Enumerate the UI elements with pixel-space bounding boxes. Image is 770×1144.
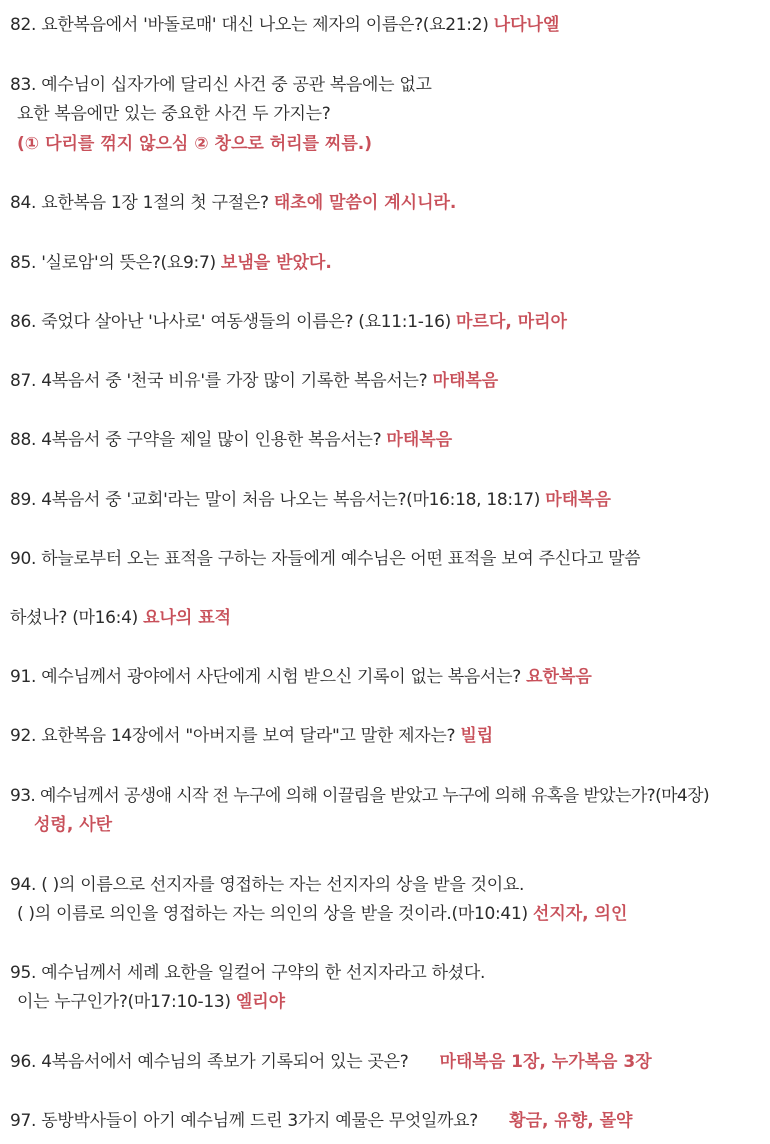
question-95-line1 xyxy=(10,961,485,985)
question-94-text-2: ( )의 이름로 의인을 영접하는 자는 의인의 상을 받을 것이라.(마10:41) xyxy=(17,904,528,924)
question-87 xyxy=(10,369,498,393)
question-84-answer: 태초에 말씀이 계시니라. xyxy=(273,193,457,213)
question-93-answer-line xyxy=(34,813,112,837)
question-83-line2 xyxy=(17,102,330,126)
question-95-text-2: 이는 누구인가?(마17:10-13) xyxy=(17,992,231,1012)
question-88-text: 88. 4복음서 중 구약을 제일 많이 인용한 복음서는? xyxy=(10,430,382,450)
question-92-answer: 빌립 xyxy=(460,726,494,746)
question-92-text: 92. 요한복음 14장에서 "아버지를 보여 달라"고 말한 제자는? xyxy=(10,726,456,746)
question-90-answer: 요나의 표적 xyxy=(143,608,232,628)
question-89-text: 89. 4복음서 중 '교회'라는 말이 처음 나오는 복음서는?(마16:18, 18:17) xyxy=(10,490,541,510)
question-89-answer: 마태복음 xyxy=(545,490,611,510)
question-93-answer: 성령, 사탄 xyxy=(34,815,113,835)
question-90-line2 xyxy=(10,606,231,630)
question-97-text: 97. 동방박사들이 아기 예수님께 드린 3가지 예물은 무엇일까요? xyxy=(10,1111,479,1131)
question-82-text: 82. 요한복음에서 '바돌로매' 대신 나오는 제자의 이름은?(요21:2) xyxy=(10,15,489,35)
question-85-answer: 보냄을 받았다. xyxy=(220,253,332,273)
question-92 xyxy=(10,724,493,748)
question-89 xyxy=(10,488,611,512)
question-96 xyxy=(10,1050,652,1074)
question-96-answer: 마태복음 1장, 누가복음 3장 xyxy=(439,1052,652,1072)
question-94-line1 xyxy=(10,873,524,897)
question-91 xyxy=(10,665,592,689)
question-94-answer: 선지자, 의인 xyxy=(532,904,628,924)
question-86-text: 86. 죽었다 살아난 '나사로' 여동생들의 이름은? (요11:1-16) xyxy=(10,312,451,332)
question-90-line1 xyxy=(10,547,640,571)
question-82-answer: 나다나엘 xyxy=(493,15,560,35)
question-83-answer-line xyxy=(17,132,372,156)
question-90-text-2: 하셨나? (마16:4) xyxy=(10,608,138,628)
question-90-text-1: 90. 하늘로부터 오는 표적을 구하는 자들에게 예수님은 어떤 표적을 보여 주신다고 말씀 xyxy=(10,549,641,569)
question-87-answer: 마태복음 xyxy=(432,371,499,391)
question-85-text: 85. '실로암'의 뜻은?(요9:7) xyxy=(10,253,216,273)
question-88-answer: 마태복음 xyxy=(386,430,453,450)
question-94-line2 xyxy=(17,902,627,926)
question-84 xyxy=(10,191,456,215)
question-86-answer: 마르다, 마리아 xyxy=(456,312,567,332)
question-84-text: 84. 요한복음 1장 1절의 첫 구절은? xyxy=(10,193,269,213)
question-85 xyxy=(10,251,332,275)
question-83-text-1: 83. 예수님이 십자가에 달리신 사건 중 공관 복음에는 없고 xyxy=(10,75,432,95)
question-95-text-1: 95. 예수님께서 세례 요한을 일컬어 구약의 한 선지자라고 하셨다. xyxy=(10,963,486,983)
question-97 xyxy=(10,1109,632,1133)
question-87-text: 87. 4복음서 중 '천국 비유'를 가장 많이 기록한 복음서는? xyxy=(10,371,428,391)
question-83-answer: (① 다리를 꺾지 않으심 ② 창으로 허리를 찌름.) xyxy=(17,134,372,154)
question-88 xyxy=(10,428,452,452)
question-95-line2 xyxy=(17,990,285,1014)
question-83-line1 xyxy=(10,73,432,97)
question-93-text: 93. 예수님께서 공생애 시작 전 누구에 의해 이끌림을 받았고 누구에 의해 유혹을 받았는가?(마4장) xyxy=(10,786,709,806)
question-86 xyxy=(10,310,567,334)
question-93-line1 xyxy=(10,784,709,808)
question-97-answer: 황금, 유향, 몰약 xyxy=(509,1111,633,1131)
question-91-text: 91. 예수님께서 광야에서 사단에게 시험 받으신 기록이 없는 복음서는? xyxy=(10,667,521,687)
question-95-answer: 엘리야 xyxy=(235,992,286,1012)
question-94-text-1: 94. ( )의 이름으로 선지자를 영접하는 자는 선지자의 상을 받을 것이요. xyxy=(10,875,525,895)
question-96-text: 96. 4복음서에서 예수님의 족보가 기록되어 있는 곳은? xyxy=(10,1052,409,1072)
question-82 xyxy=(10,13,559,37)
question-91-answer: 요한복음 xyxy=(526,667,592,687)
question-83-text-2: 요한 복음에만 있는 중요한 사건 두 가지는? xyxy=(17,104,331,124)
